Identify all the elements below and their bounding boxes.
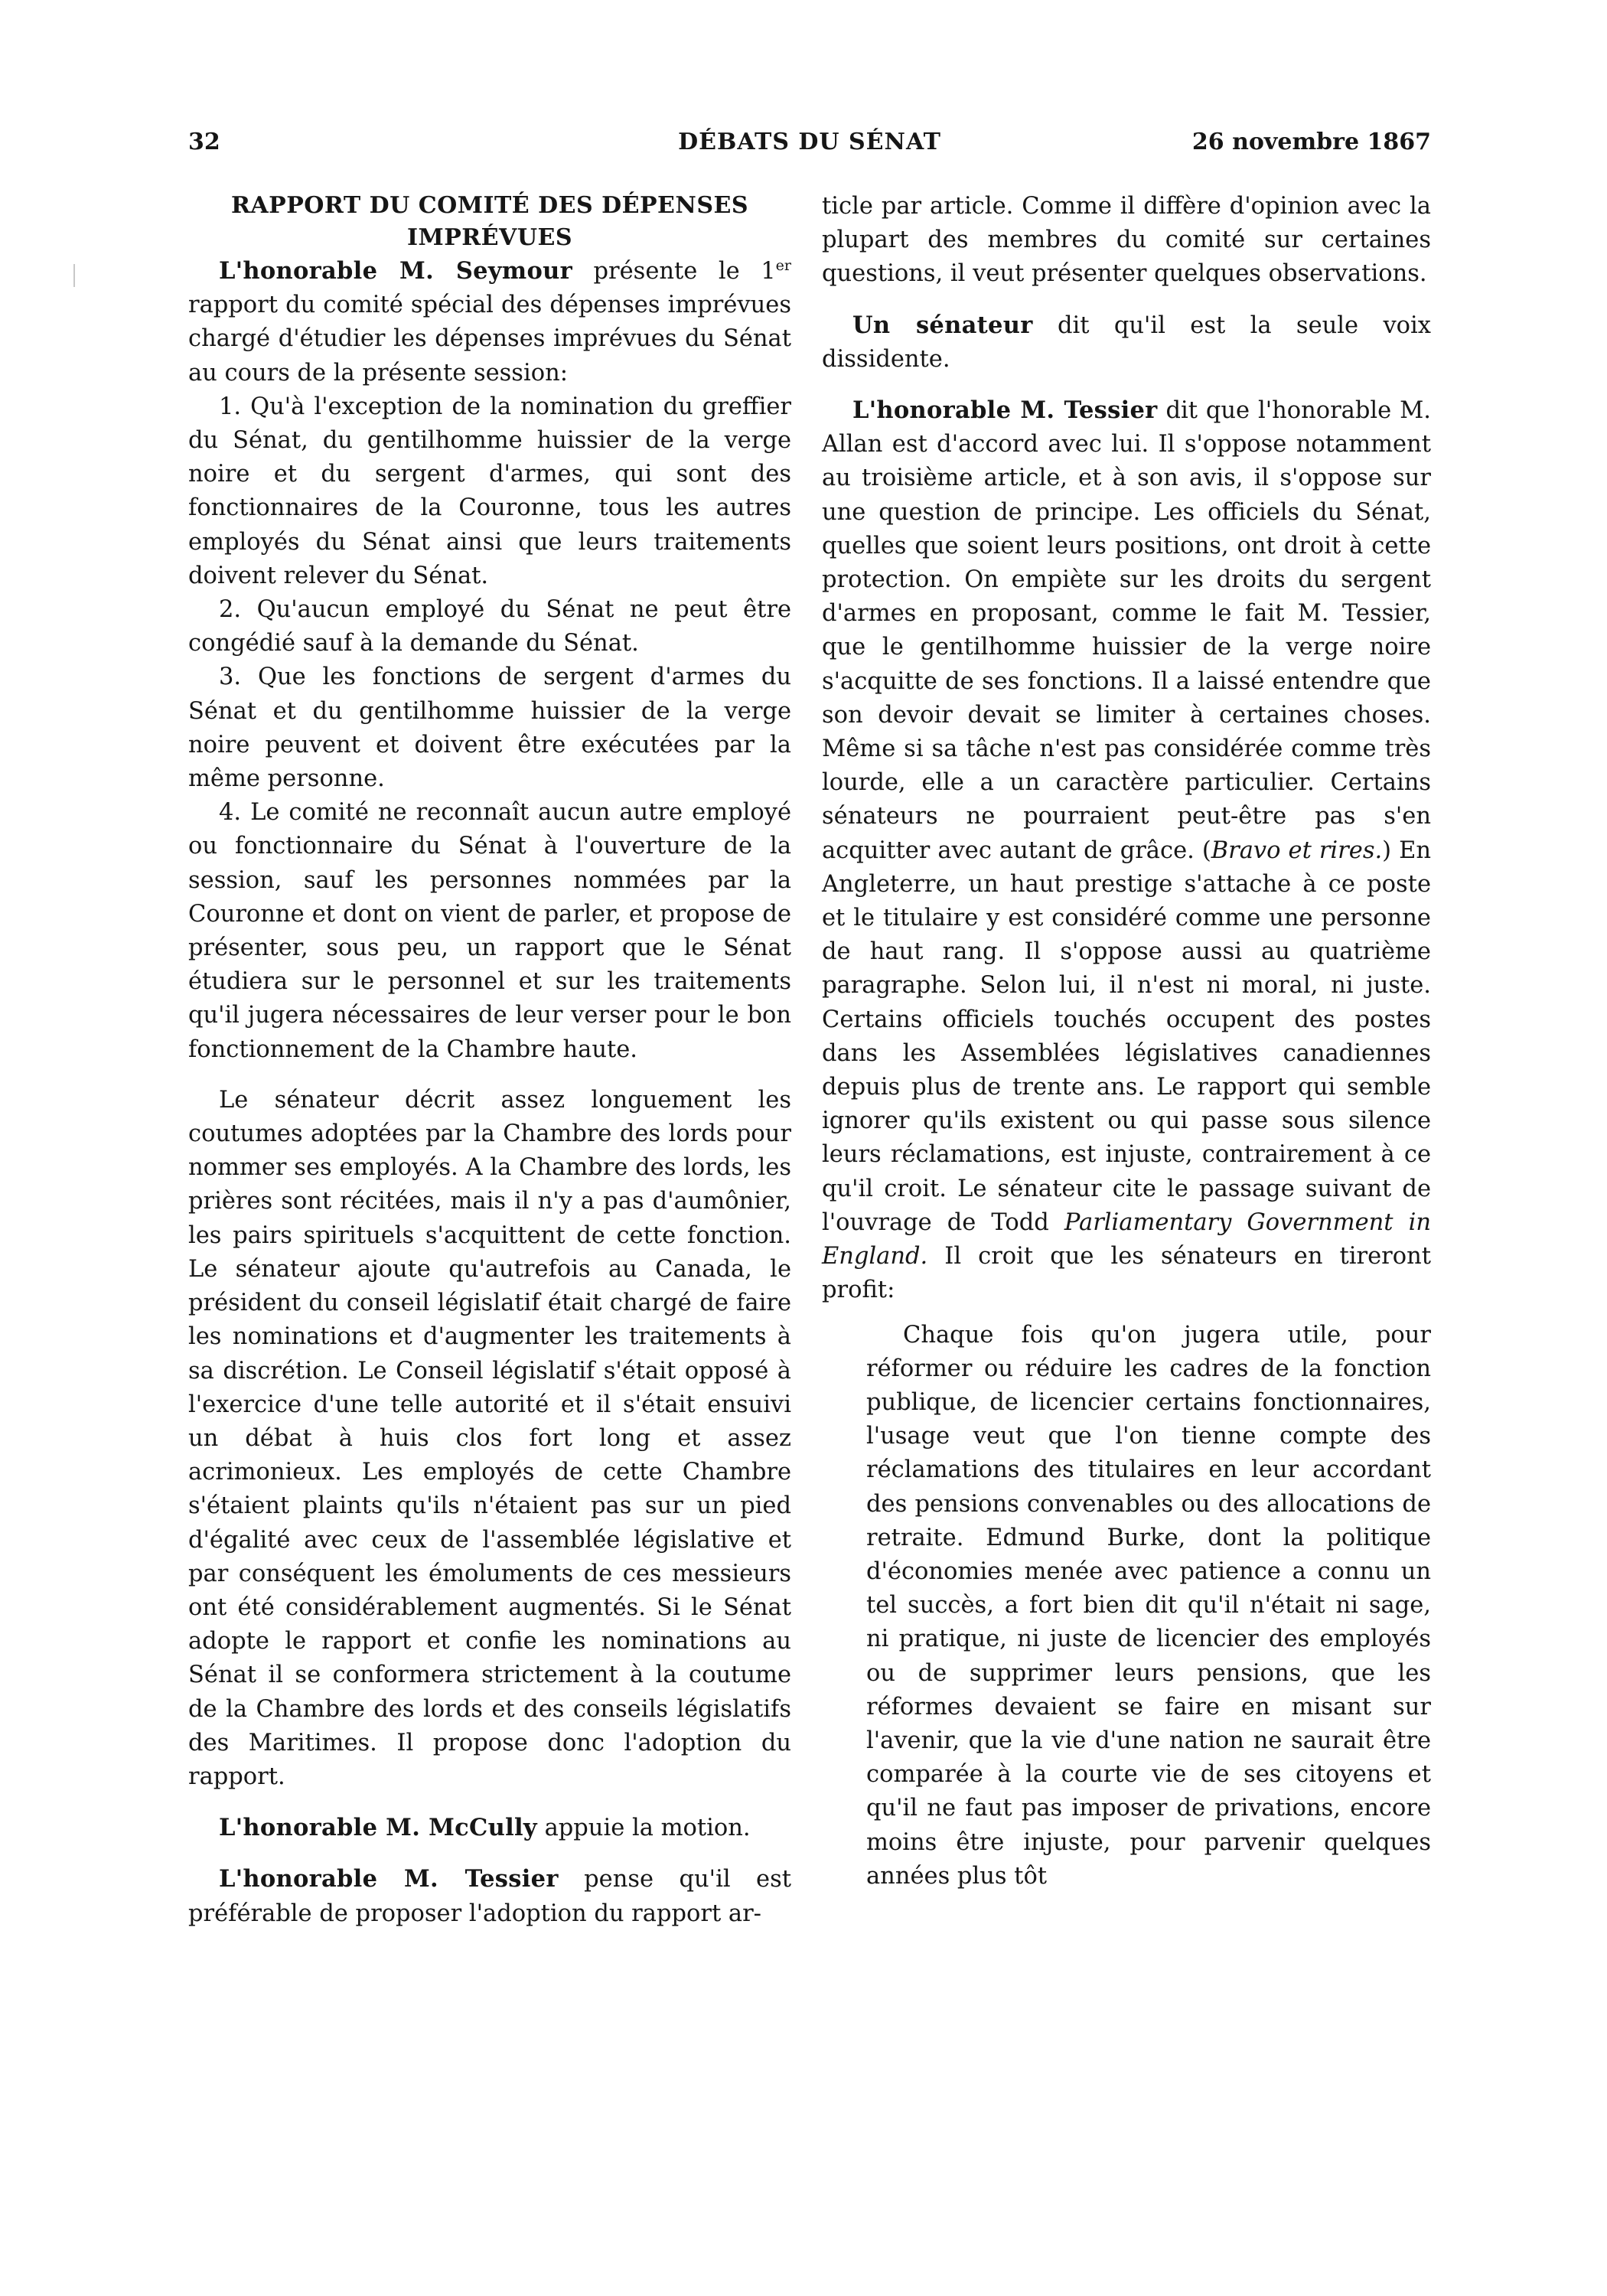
italic-text: Bravo et rires. (1211, 837, 1383, 864)
paragraph-seymour (188, 254, 791, 390)
paragraph-text: pense qu'il est préférable de proposer l'adoption du rapport ar- (188, 1866, 791, 1927)
paragraph-text: dit qu'il est la seule voix dissidente. (822, 311, 1431, 373)
speaker-name: L'honorable M. McCully (219, 1814, 537, 1842)
report-item-4: 4. Le comité ne reconnaît aucun autre employé ou fonctionnaire du Sénat à l'ouverture de la session, sauf les personnes nommées par la Couronne et dont on vient de parler, et propose de présenter, sous peu, un rapport que le Sénat étudiera sur le personnel et sur les traitements qu'il jugera nécessaires de leur verser pour le bon fonctionnement de la Chambre haute. (188, 799, 791, 1063)
page-date: 26 novembre 1867 (1191, 129, 1431, 155)
paragraph-text: dit que l'honorable M. Allan est d'accord avec lui. Il s'oppose notamment au troisième article, et à son avis, il s'oppose sur une question de principe. Les officiels du Sénat, quelles que soient leurs positions, ont droit à cette protection. On empiète sur les droits du sergent d'armes en proposant, comme le fait M. Tessier, que le gentilhomme huissier de la verge noire s'acquitte de ses fonctions. Il a laissé entendre que son devoir devait se limiter à certaines choses. Même si sa tâche n'est pas considérée comme très lourde, elle a un caractère particulier. Certains sénateurs ne pourraient peut-être pas s'en acquitter avec autant de grâce. ( (822, 397, 1431, 864)
speaker-name: L'honorable M. Tessier (219, 1865, 559, 1893)
paragraph-mccully (188, 1811, 791, 1845)
speaker-name: Un sénateur (852, 311, 1033, 339)
scan-mark (73, 264, 77, 287)
book-title: Parliamentary Government in England. (822, 1208, 1431, 1270)
page-number: 32 (188, 129, 220, 155)
section-title: RAPPORT DU COMITÉ DES DÉPENSES IMPRÉVUES (230, 192, 749, 251)
paragraph-tessier-1 (188, 1862, 791, 1930)
report-item-1: 1. Qu'à l'exception de la nomination du greffier du Sénat, du gentilhomme huissier de la verge noire et du sergent d'armes, qui sont des fonctionnaires de la Couronne, tous les autres employés du Sénat ainsi que leurs traitements doivent relever du Sénat. (188, 393, 791, 589)
paragraph-text: rapport du comité spécial des dépenses imprévues chargé d'étudier les dépenses imprévues du Sénat au cours de la présente session: (188, 292, 791, 386)
paragraph-tessier-2 (822, 393, 1431, 1307)
journal-title: DÉBATS DU SÉNAT (678, 129, 941, 155)
page-header (188, 129, 1431, 174)
paragraph-text: ) En Angleterre, un haut prestige s'attache à ce poste et le titulaire y est considéré comme une personne de haut rang. Il s'oppose aussi au quatrième paragraphe. Selon lui, il n'est ni moral, ni juste. Certains officiels touchés occupent des postes dans les Assemblées législatives canadiennes depuis plus de trente ans. Le rapport qui semble ignorer qu'ils existent ou qui passe sous silence leurs réclamations, est injuste, contrairement à ce qu'il croit. Le sénateur cite le passage suivant de l'ouvrage de Todd (822, 837, 1431, 1236)
paragraph-text: présente le 1 (572, 258, 776, 285)
paragraph-customs: Le sénateur décrit assez longuement les coutumes adoptées par la Chambre des lords pour nommer ses employés. A la Chambre des lords, les prières sont récitées, mais il n'y a pas d'aumônier, les pairs spirituels s'acquittent de cette fonction. Le sénateur ajoute qu'autrefois au Canada, le président du conseil législatif était chargé de faire les nominations et d'augmenter les traitements à sa discrétion. Le Conseil législatif s'était opposé à l'exercice d'une telle autorité et il s'était ensuivi un débat à huis clos fort long et assez acrimonieux. Les employés de cette Chambre s'étaient plaints qu'ils n'étaient pas sur un pied d'égalité avec ceux de l'assemblée législative et par conséquent les émoluments de ces messieurs ont été considérablement augmentés. Si le Sénat adopte le rapport et confie les nominations au Sénat il se conformera strictement à la coutume de la Chambre des lords et des conseils législatifs des Maritimes. Il propose donc l'adoption du rapport. (188, 1086, 791, 1790)
paragraph-senateur (822, 308, 1431, 377)
report-item-2: 2. Qu'aucun employé du Sénat ne peut être congédié sauf à la demande du Sénat. (188, 596, 791, 657)
speaker-name: L'honorable M. Tessier (852, 396, 1158, 425)
speaker-name: L'honorable M. Seymour (219, 257, 572, 285)
report-item-3: 3. Que les fonctions de sergent d'armes du Sénat et du gentilhomme huissier de la verge noire peuvent et doivent être exécutées par la même personne. (188, 664, 791, 793)
left-column (188, 190, 791, 1931)
paragraph-continued: ticle par article. Comme il diffère d'opinion avec la plupart des membres du comité sur certaines questions, il veut présenter quelques observations. (822, 193, 1431, 288)
superscript: er (775, 256, 791, 274)
block-quote: Chaque fois qu'on jugera utile, pour réformer ou réduire les cadres de la fonction publique, de licencier certains fonctionnaires, l'usage veut que l'on tienne compte des réclamations des titulaires en leur accordant des pensions convenables ou des allocations de retraite. Edmund Burke, dont la politique d'économies menée avec patience a connu un tel succès, a fort bien dit qu'il n'était ni sage, ni pratique, ni juste de licencier des employés ou de supprimer leurs pensions, que les réformes devaient se faire en misant sur l'avenir, que la vie d'une nation ne saurait être comparée à la courte vie de ses citoyens et qu'il ne faut pas imposer de privations, encore moins être injuste, pour parvenir quelques années plus tôt (866, 1321, 1431, 1890)
paragraph-text: appuie la motion. (536, 1815, 751, 1842)
paragraph-text: Il croit que les sénateurs en tireront profit: (822, 1243, 1431, 1304)
right-column (822, 190, 1431, 1893)
